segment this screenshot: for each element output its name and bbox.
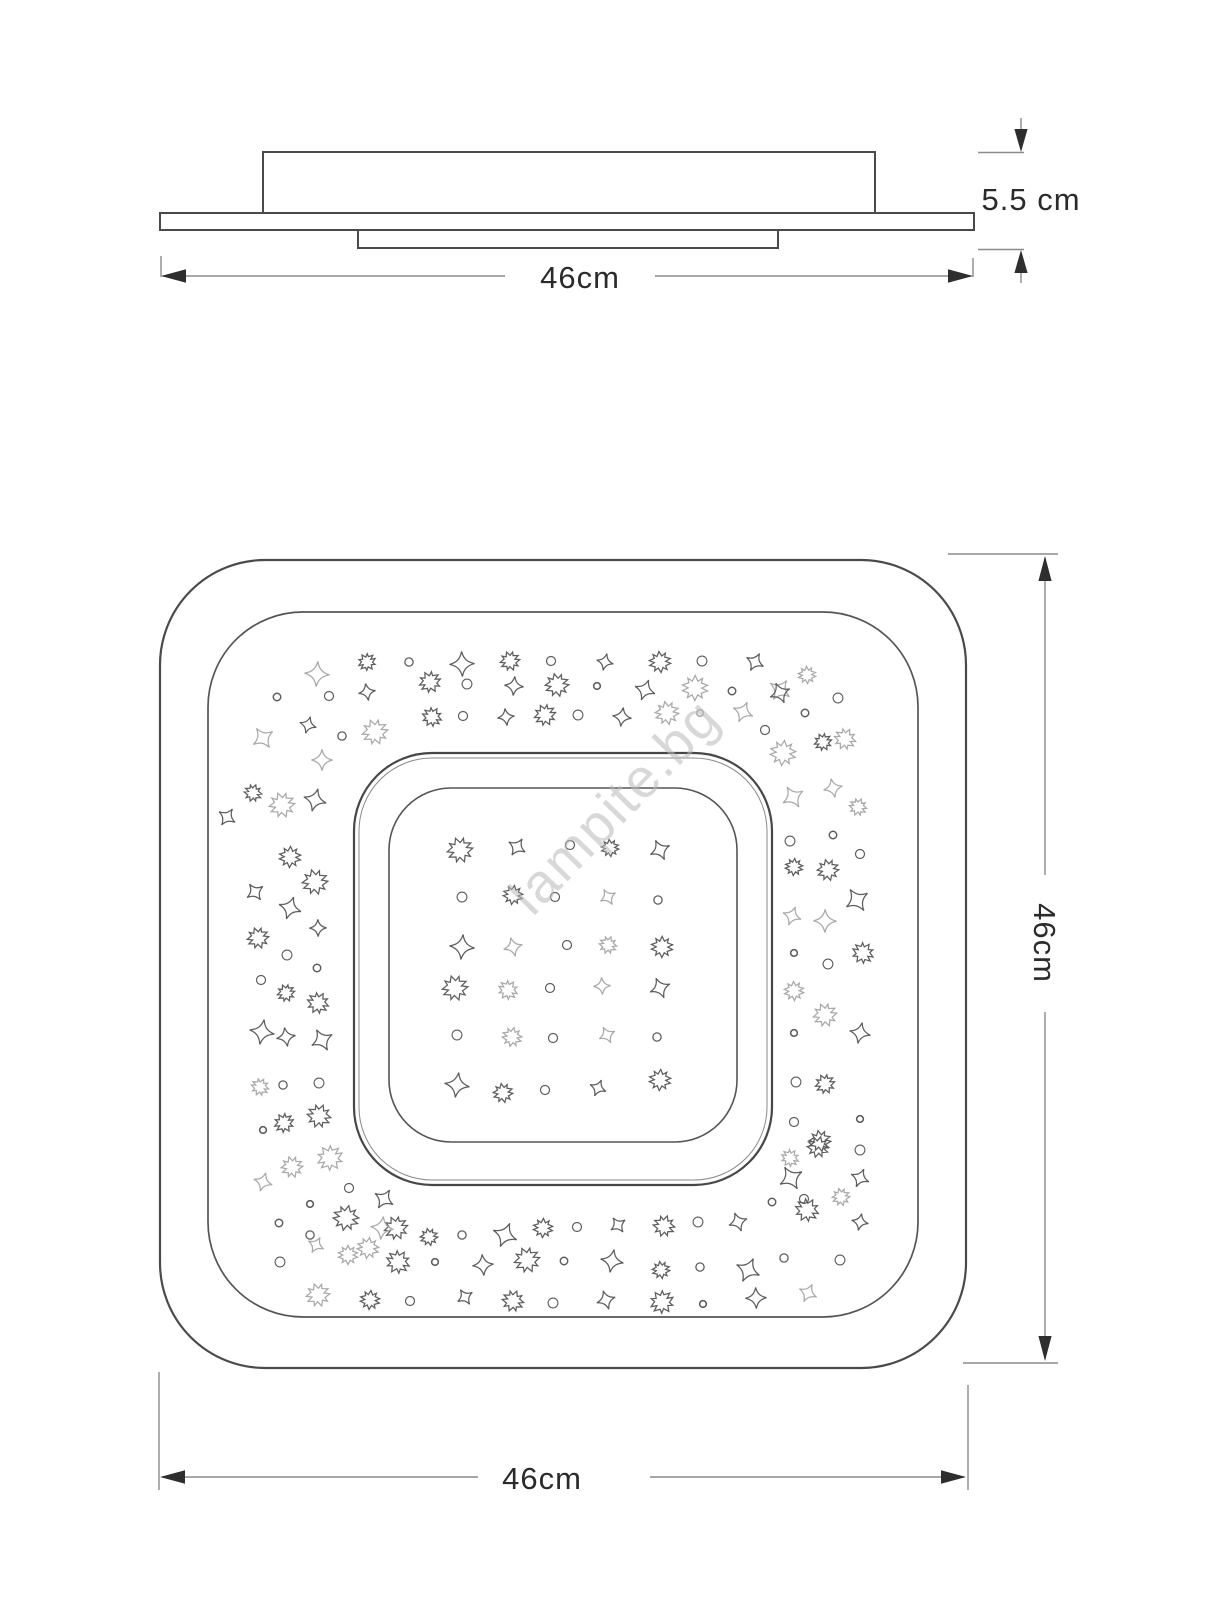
arrow-left-icon [161,269,186,283]
profile-width-label: 46cm [540,260,620,295]
profile-height-label: 5.5 cm [981,182,1081,217]
profile-base-plate [160,213,974,230]
arrow-down-icon [1038,1336,1051,1361]
plan-width-label: 46cm [502,1461,582,1496]
watermark: lampite.bg [496,686,732,926]
profile-housing [263,152,875,213]
plan-bottom-view [160,560,966,1368]
arrow-up-icon [1014,250,1027,273]
arrow-left-icon [160,1470,185,1484]
profile-side-view [160,152,974,248]
plan-height-label: 46cm [1027,903,1062,983]
arrow-right-icon [941,1470,966,1484]
arrow-down-icon [1014,129,1027,152]
arrow-up-icon [1038,556,1051,581]
profile-diffuser [358,230,778,248]
arrow-right-icon [948,269,973,283]
